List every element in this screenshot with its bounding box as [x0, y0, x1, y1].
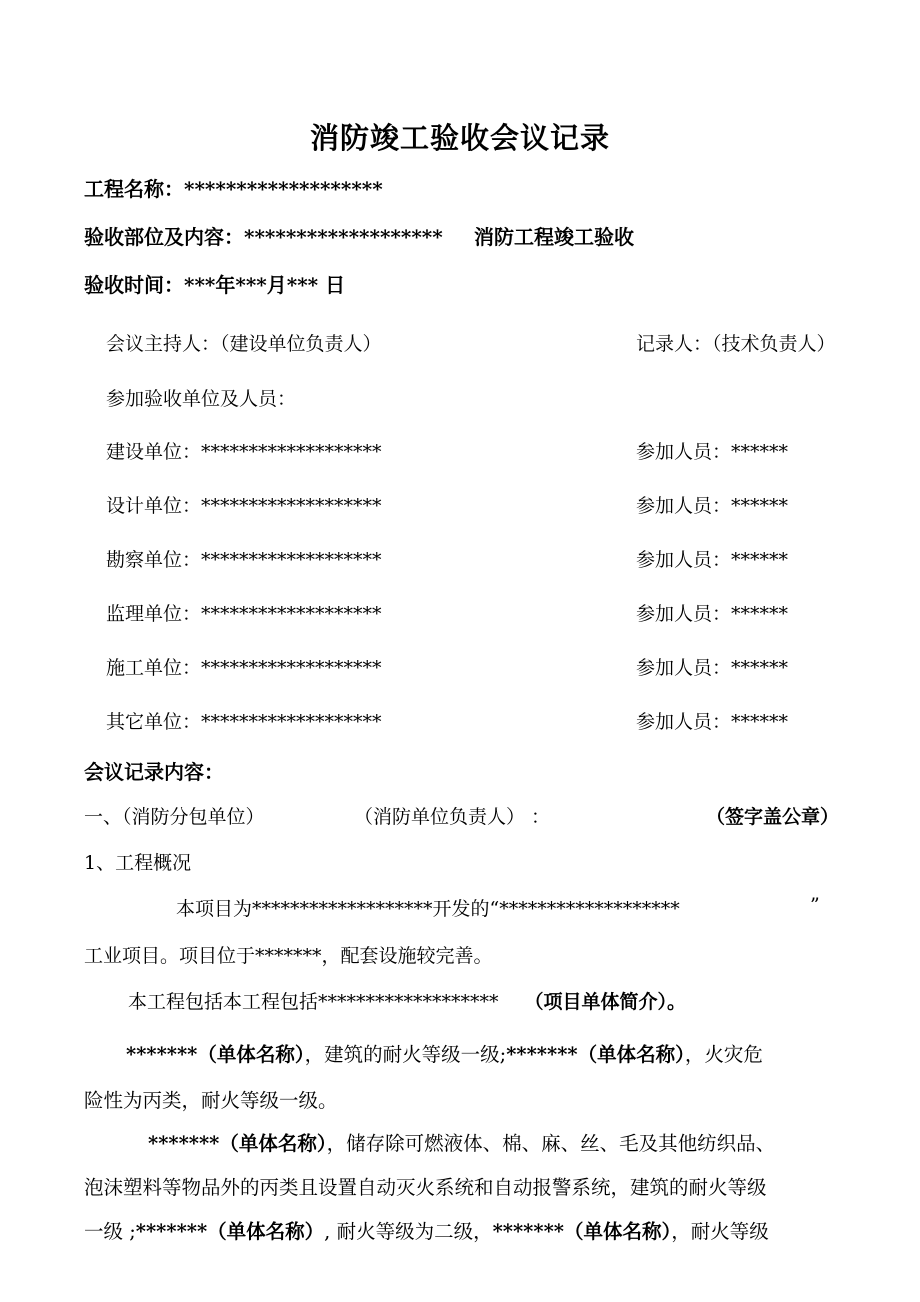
- overview-p1-quote: ”: [810, 894, 820, 916]
- section1-signature: （签字盖公章）: [706, 806, 840, 828]
- unit-people-construction: 参加人员：******: [636, 441, 789, 463]
- section1-subcontractor: 一、（消防分包单位）: [84, 806, 265, 828]
- unit-people-survey: 参加人员：******: [636, 549, 789, 571]
- overview-p2-note: （项目单体简介）。: [524, 991, 687, 1013]
- overview-p4-text-1: ，储存除可燃液体、棉、麻、丝、毛及其他纺织品、: [326, 1132, 776, 1155]
- section1-responsible: （消防单位负责人） ：: [354, 806, 551, 828]
- page-title: 消防竣工验收会议记录: [309, 121, 610, 155]
- building-name-1: *******（单体名称）: [126, 1043, 305, 1066]
- record-heading: 会议记录内容：: [84, 760, 224, 784]
- overview-p4-text-2: 泡沫塑料等物品外的丙类且设置自动灭火系统和自动报警系统，建筑的耐火等级: [84, 1176, 767, 1199]
- unit-row-design: 设计单位：*******************: [106, 495, 382, 517]
- building-name-3: *******（单体名称）: [148, 1132, 327, 1155]
- overview-p2-text: 本工程包括本工程包括*******************: [128, 991, 499, 1013]
- acceptance-scope: 验收部位及内容：*******************: [84, 225, 443, 249]
- unit-row-construction: 建设单位：*******************: [106, 441, 382, 463]
- unit-people-supervision: 参加人员：******: [636, 603, 789, 625]
- building-name-2: *******（单体名称）: [506, 1043, 685, 1066]
- acceptance-scope-value: 消防工程竣工验收: [474, 225, 634, 249]
- unit-row-survey: 勘察单位：*******************: [106, 549, 382, 571]
- overview-p4-text-3: 一级 ;: [84, 1220, 136, 1243]
- building-name-4: *******（单体名称）: [135, 1220, 325, 1243]
- overview-p4-text-4: , 耐火等级为二级，: [324, 1220, 493, 1243]
- overview-p4-text-5: ，耐火等级: [671, 1220, 769, 1243]
- unit-row-contractor: 施工单位：*******************: [106, 657, 382, 679]
- project-name: 工程名称：*******************: [84, 177, 383, 201]
- overview-p3: [84, 1032, 844, 1124]
- building-name-5: *******（单体名称）: [492, 1220, 672, 1243]
- overview-p3-text-2: ，火灾危: [684, 1043, 763, 1066]
- overview-p4: [84, 1122, 844, 1254]
- overview-heading: 1、工程概况: [84, 852, 192, 874]
- acceptance-time: 验收时间：***年***月*** 日: [84, 273, 346, 297]
- overview-p1-line1: 本项目为*******************开发的“*******************: [176, 898, 680, 920]
- overview-p3-text-3: 险性为丙类，耐火等级一级。: [84, 1089, 338, 1112]
- unit-row-other: 其它单位：*******************: [106, 711, 382, 733]
- unit-row-supervision: 监理单位：*******************: [106, 603, 382, 625]
- overview-p1-line2: 工业项目。项目位于*******，配套设施较完善。: [84, 945, 493, 967]
- overview-p3-text-1: ，建筑的耐火等级一级;: [304, 1043, 507, 1066]
- meeting-host: 会议主持人：（建设单位负责人）: [106, 333, 382, 355]
- meeting-recorder: 记录人：（技术负责人）: [636, 333, 836, 355]
- unit-people-contractor: 参加人员：******: [636, 657, 789, 679]
- unit-people-design: 参加人员：******: [636, 495, 789, 517]
- participants-heading: 参加验收单位及人员：: [106, 388, 297, 410]
- overview-p2: [128, 987, 686, 1014]
- unit-people-other: 参加人员：******: [636, 711, 789, 733]
